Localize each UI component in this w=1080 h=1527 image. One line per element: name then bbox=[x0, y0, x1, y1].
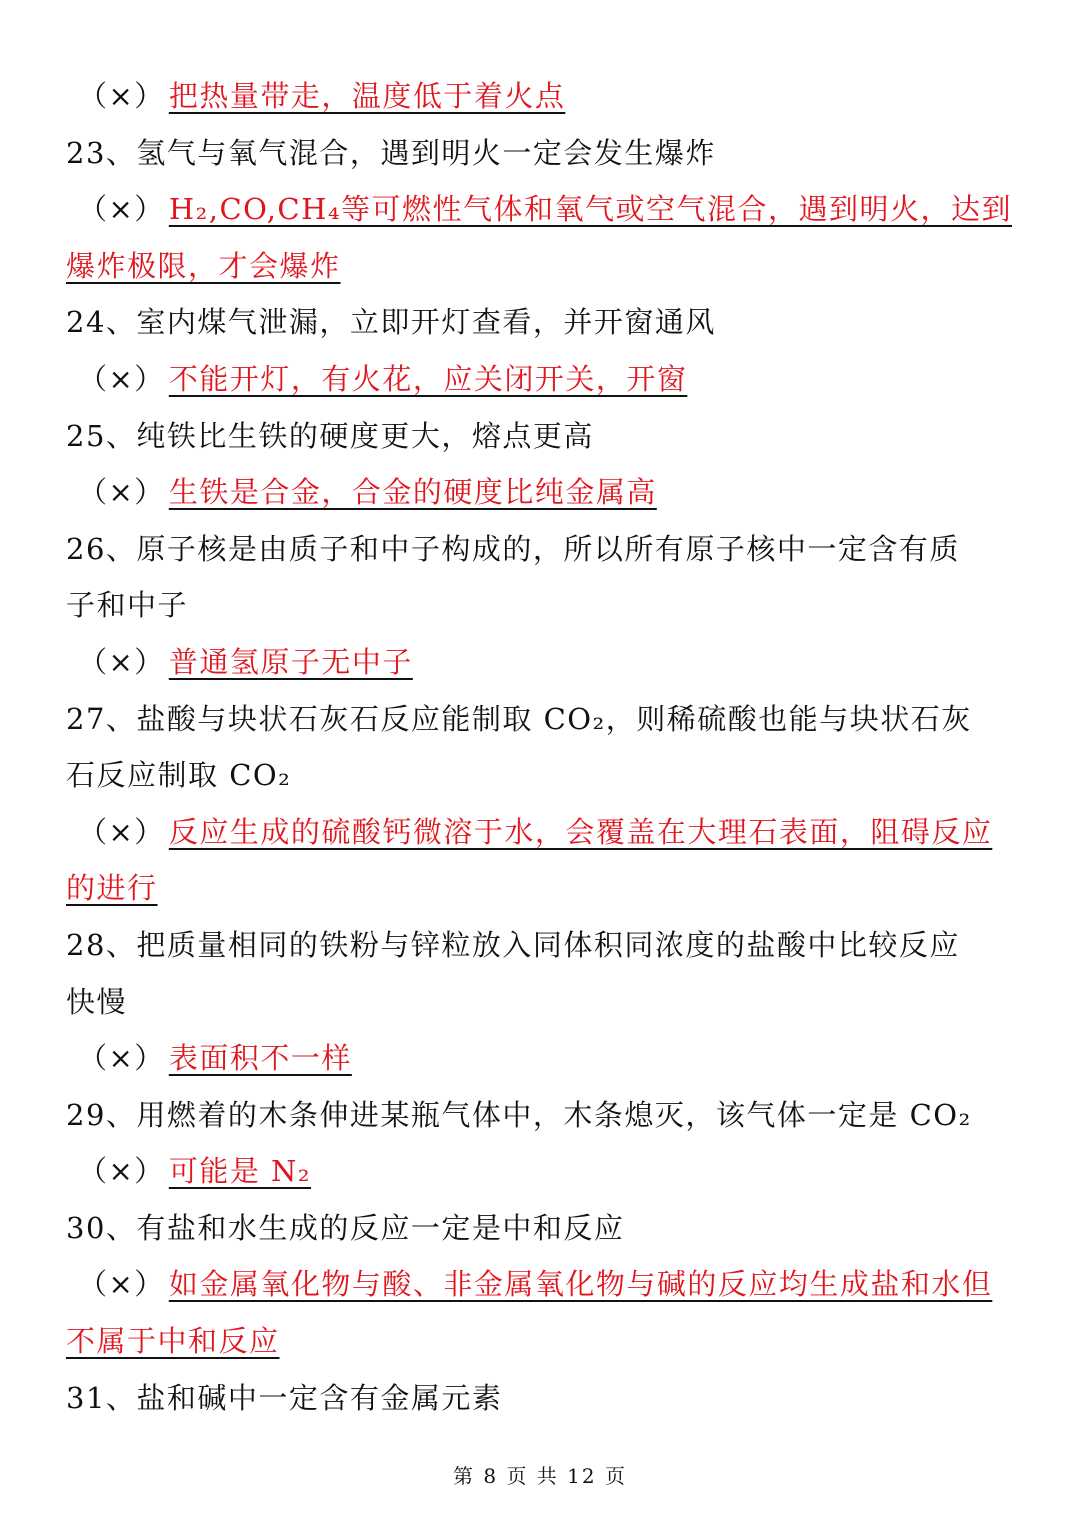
answer-text: 不能开灯，有火花，应关闭开关，开窗 bbox=[168, 361, 688, 396]
question-line-continued: 快慢 bbox=[66, 984, 128, 1019]
question-line-continued: 子和中子 bbox=[66, 588, 189, 623]
answer-line bbox=[66, 1143, 1026, 1200]
answer-line-continued bbox=[66, 860, 1026, 917]
page-footer: 第 8 页 共 12 页 bbox=[453, 1464, 627, 1488]
answer-text: 爆炸极限，才会爆炸 bbox=[66, 248, 341, 283]
wrong-mark: （×） bbox=[78, 475, 165, 510]
answer-line bbox=[66, 351, 1026, 408]
wrong-mark: （×） bbox=[78, 814, 165, 849]
wrong-mark: （×） bbox=[78, 79, 165, 113]
answer-line bbox=[66, 68, 1026, 125]
answer-text: 的进行 bbox=[66, 871, 158, 906]
answer-text: H₂,CO,CH₄等可燃性气体和氧气或空气混合，遇到明火，达到 bbox=[168, 192, 1013, 227]
wrong-mark: （×） bbox=[78, 1154, 165, 1189]
question-line-continued: 石反应制取 CO₂ bbox=[66, 758, 292, 793]
answer-text: 把热量带走，温度低于着火点 bbox=[168, 79, 566, 113]
answer-line-continued bbox=[66, 238, 1026, 295]
wrong-mark: （×） bbox=[78, 1041, 165, 1076]
answer-line bbox=[66, 464, 1026, 521]
question-line: 25、纯铁比生铁的硬度更大，熔点更高 bbox=[66, 418, 594, 453]
answer-line bbox=[66, 1256, 1026, 1313]
question-line: 31、盐和碱中一定含有金属元素 bbox=[66, 1380, 503, 1415]
answer-line bbox=[66, 181, 1026, 238]
answer-text: 可能是 N₂ bbox=[168, 1154, 312, 1189]
question-line: 24、室内煤气泄漏，立即开灯查看，并开窗通风 bbox=[66, 305, 716, 340]
answer-line-continued bbox=[66, 1313, 1026, 1370]
answer-text: 表面积不一样 bbox=[168, 1041, 352, 1076]
answer-line bbox=[66, 634, 1026, 691]
question-line: 23、氢气与氧气混合，遇到明火一定会发生爆炸 bbox=[66, 135, 716, 170]
answer-text: 反应生成的硫酸钙微溶于水，会覆盖在大理石表面，阻碍反应 bbox=[168, 814, 993, 849]
answer-text: 不属于中和反应 bbox=[66, 1324, 280, 1359]
qa-list bbox=[66, 68, 1026, 1426]
question-line: 26、原子核是由质子和中子构成的，所以所有原子核中一定含有质 bbox=[66, 531, 960, 566]
wrong-mark: （×） bbox=[78, 1267, 165, 1302]
wrong-mark: （×） bbox=[78, 192, 165, 227]
answer-text: 如金属氧化物与酸、非金属氧化物与碱的反应均生成盐和水但 bbox=[168, 1267, 993, 1302]
answer-text: 生铁是合金，合金的硬度比纯金属高 bbox=[168, 475, 657, 510]
wrong-mark: （×） bbox=[78, 361, 165, 396]
answer-line bbox=[66, 1030, 1026, 1087]
question-line: 29、用燃着的木条伸进某瓶气体中，木条熄灭，该气体一定是 CO₂ bbox=[66, 1097, 972, 1132]
question-line: 27、盐酸与块状石灰石反应能制取 CO₂，则稀硫酸也能与块状石灰 bbox=[66, 701, 972, 736]
question-line: 28、把质量相同的铁粉与锌粒放入同体积同浓度的盐酸中比较反应 bbox=[66, 927, 960, 962]
wrong-mark: （×） bbox=[78, 644, 165, 679]
answer-text: 普通氢原子无中子 bbox=[168, 644, 413, 679]
answer-line bbox=[66, 804, 1026, 861]
question-line: 30、有盐和水生成的反应一定是中和反应 bbox=[66, 1210, 625, 1245]
